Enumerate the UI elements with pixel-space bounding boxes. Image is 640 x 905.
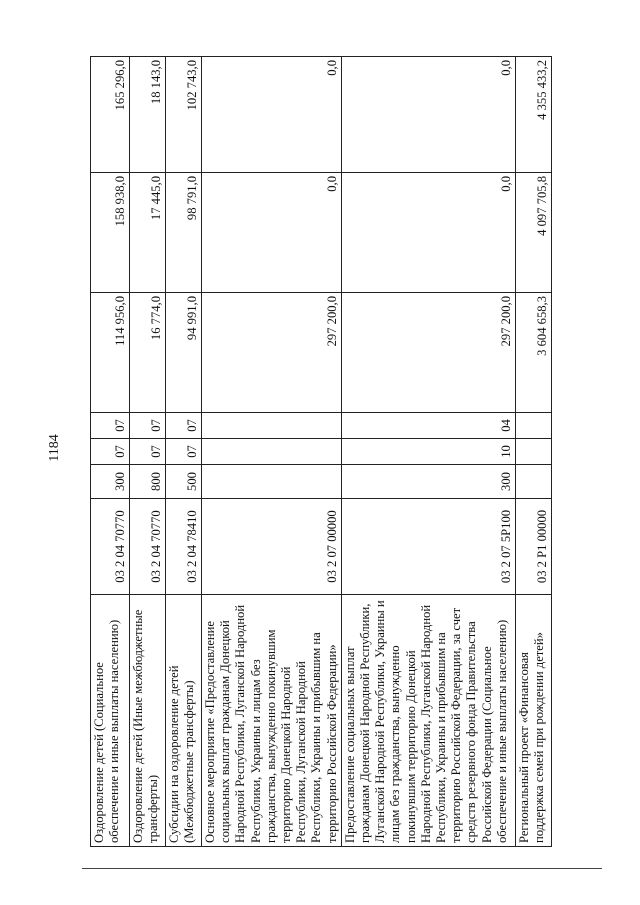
amount-1: 297 200,0: [341, 293, 515, 413]
amount-3: 102 743,0: [166, 57, 202, 173]
expense-type: [515, 465, 551, 499]
target-article: 03 2 07 00000: [202, 499, 342, 595]
page-number: 1184: [47, 434, 62, 462]
section: 07: [166, 439, 202, 465]
table-row: [130, 57, 166, 847]
row-name: Основное мероприятие «Предоставление социальных выплат гражданам Донецкой Народной Республики, Луганской Народной Республики, Украины и лицам без гражданства, вынужденно покинувшим территорию Донецкой Народной Республики, Луганской Народной Республики, Украины и прибывшим на территорию Российской Федерации»: [202, 595, 342, 847]
section: [202, 439, 342, 465]
amount-1: 297 200,0: [202, 293, 342, 413]
rotated-page-content: [90, 57, 550, 847]
table-row: [91, 57, 130, 847]
table-row: [515, 57, 551, 847]
target-article: 03 2 04 78410: [166, 499, 202, 595]
target-article: 03 2 Р1 00000: [515, 499, 551, 595]
row-name: Субсидии на оздоровление детей (Межбюджетные трансферты): [166, 595, 202, 847]
amount-2: 158 938,0: [91, 173, 130, 293]
expense-type: 300: [341, 465, 515, 499]
section: [515, 439, 551, 465]
amount-3: 18 143,0: [130, 57, 166, 173]
subsection: 04: [341, 413, 515, 439]
expense-type: 300: [91, 465, 130, 499]
amount-3: 165 296,0: [91, 57, 130, 173]
amount-2: 0,0: [202, 173, 342, 293]
budget-table: [90, 56, 552, 847]
row-name: Оздоровление детей (Социальное обеспечение и иные выплаты населению): [91, 595, 130, 847]
amount-1: 114 956,0: [91, 293, 130, 413]
amount-3: 4 355 433,2: [515, 57, 551, 173]
section: 07: [91, 439, 130, 465]
expense-type: 500: [166, 465, 202, 499]
subsection: [515, 413, 551, 439]
target-article: 03 2 04 70770: [130, 499, 166, 595]
subsection: [202, 413, 342, 439]
subsection: 07: [130, 413, 166, 439]
table-row: [341, 57, 515, 847]
row-name: Региональный проект «Финансовая поддержка семей при рождении детей»: [515, 595, 551, 847]
row-name: Предоставление социальных выплат гражданам Донецкой Народной Республики, Луганской Народной Республики, Украины и лицам без гражданства, вынужденно покинувшим территорию Донецкой Народной Республики, Луганской Народной Республики, Украины и прибывшим на территорию Российской Федерации, за счет средств резервного фонда Правительства Российской Федерации (Социальное обеспечение и иные выплаты населению): [341, 595, 515, 847]
table-row: [166, 57, 202, 847]
expense-type: [202, 465, 342, 499]
amount-2: 0,0: [341, 173, 515, 293]
row-name: Оздоровление детей (Иные межбюджетные трансферты): [130, 595, 166, 847]
amount-2: 17 445,0: [130, 173, 166, 293]
amount-3: 0,0: [202, 57, 342, 173]
amount-3: 0,0: [341, 57, 515, 173]
amount-1: 16 774,0: [130, 293, 166, 413]
expense-type: 800: [130, 465, 166, 499]
amount-1: 3 604 658,3: [515, 293, 551, 413]
amount-2: 4 097 705,8: [515, 173, 551, 293]
amount-1: 94 991,0: [166, 293, 202, 413]
page-bottom-rule: [82, 868, 602, 869]
subsection: 07: [91, 413, 130, 439]
subsection: 07: [166, 413, 202, 439]
target-article: 03 2 07 5Р100: [341, 499, 515, 595]
section: 10: [341, 439, 515, 465]
table-row: [202, 57, 342, 847]
section: 07: [130, 439, 166, 465]
target-article: 03 2 04 70770: [91, 499, 130, 595]
amount-2: 98 791,0: [166, 173, 202, 293]
